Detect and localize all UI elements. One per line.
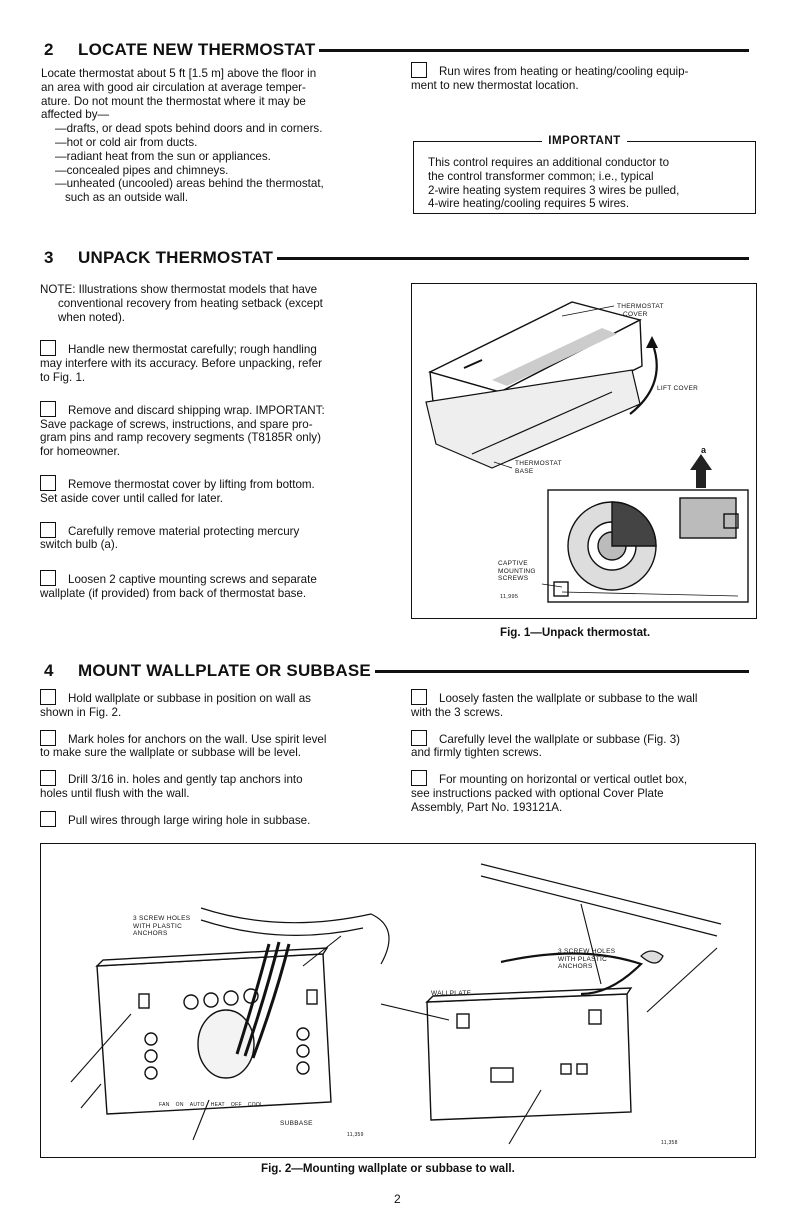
step-text: with the 3 screws. <box>411 705 504 719</box>
important-line: 2-wire heating system requires 3 wires be pulled, <box>428 183 680 197</box>
fig-number: 11,995 <box>500 594 519 600</box>
step-text: may interfere with its accuracy. Before unpacking, refer <box>40 357 323 371</box>
fig-label-a: a <box>701 445 707 455</box>
checkbox[interactable] <box>40 811 56 827</box>
checkbox[interactable] <box>40 475 56 491</box>
step-text: and firmly tighten screws. <box>411 746 542 760</box>
step-text: Remove and discard shipping wrap. IMPORTANT: <box>68 403 325 417</box>
fig-label: LIFT COVER <box>657 385 699 392</box>
bullet-item: such as an outside wall. <box>65 191 189 205</box>
step-text: Pull wires through large wiring hole in subbase. <box>68 813 311 827</box>
step-text: holes until flush with the wall. <box>40 786 190 800</box>
section-title: UNPACK THERMOSTAT <box>78 248 274 267</box>
important-line: 4-wire heating/cooling requires 5 wires. <box>428 197 630 211</box>
switch-label: FAN <box>159 1102 170 1108</box>
note-line: conventional recovery from heating setback (except <box>58 296 323 310</box>
switch-label: AUTO <box>189 1102 205 1108</box>
bullet-item: —unheated (uncooled) areas behind the thermostat, <box>55 177 324 191</box>
text-line: Locate thermostat about 5 ft [1.5 m] above the floor in <box>41 67 317 80</box>
step-text: Handle new thermostat carefully; rough handling <box>68 343 317 357</box>
fig-label: BASE <box>515 467 534 475</box>
section-rule <box>277 257 749 260</box>
fig-label: ANCHORS <box>133 930 168 937</box>
checkbox[interactable] <box>40 570 56 586</box>
step-text: Set aside cover until called for later. <box>40 491 224 505</box>
section-3-header <box>44 248 749 268</box>
step-text: Assembly, Part No. 193121A. <box>411 800 563 814</box>
fig-label: MOUNTING <box>498 567 536 575</box>
checkbox[interactable] <box>40 401 56 417</box>
switch-labels <box>159 1102 263 1110</box>
fig-number: 11,359 <box>347 1132 364 1138</box>
checkbox[interactable] <box>40 770 56 786</box>
section-rule <box>319 49 749 52</box>
section-2-left-text <box>41 67 383 205</box>
bullet-item: —concealed pipes and chimneys. <box>55 163 229 177</box>
note-line: NOTE: Illustrations show thermostat models that have <box>40 283 318 296</box>
step-text: Drill 3/16 in. holes and gently tap anchors into <box>68 773 303 787</box>
step-text: For mounting on horizontal or vertical outlet box, <box>439 773 688 787</box>
figure-2-frame <box>40 843 756 1158</box>
step-text: shown in Fig. 2. <box>40 705 122 719</box>
fig-label: THERMOSTAT <box>617 303 664 310</box>
switch-label: COOL <box>247 1102 264 1108</box>
checkbox[interactable] <box>411 770 427 786</box>
bullet-item: —drafts, or dead spots behind doors and in corners. <box>55 122 323 136</box>
wallplate <box>427 988 631 1120</box>
step-text: Mark holes for anchors on the wall. Use spirit level <box>68 732 327 746</box>
step-text: gram pins and ramp recovery segments (T8185R only) <box>40 431 321 445</box>
section-2-right-step <box>411 62 756 93</box>
step-text: Carefully remove material protecting mercury <box>68 524 300 538</box>
switch-label: ON <box>175 1102 184 1108</box>
step-text: see instructions packed with optional Cover Plate <box>411 786 664 800</box>
bullet-item: —hot or cold air from ducts. <box>55 135 198 149</box>
checkbox[interactable] <box>411 730 427 746</box>
fig-label: THERMOSTAT <box>515 460 562 467</box>
section-4-right-steps <box>411 689 756 815</box>
important-title: IMPORTANT <box>542 134 627 147</box>
important-box <box>413 134 756 214</box>
section-number: 3 <box>44 248 54 267</box>
fig-label: ANCHORS <box>558 963 593 970</box>
detail-inset <box>548 490 748 602</box>
up-arrow-body <box>696 468 706 488</box>
step-text: Loosely fasten the wallplate or subbase to the wall <box>439 692 698 705</box>
section-4-left-steps <box>40 689 385 828</box>
text-line: ature. Do not mount the thermostat where it may be <box>41 94 306 108</box>
section-title: MOUNT WALLPLATE OR SUBBASE <box>78 661 371 680</box>
page-number: 2 <box>394 1192 401 1206</box>
step-text: to make sure the wallplate or subbase will be level. <box>40 746 301 760</box>
step-text: Hold wallplate or subbase in position on wall as <box>68 692 311 705</box>
figure-1-frame <box>411 283 757 619</box>
subbase-label: SUBBASE <box>280 1120 313 1127</box>
section-rule <box>375 670 749 673</box>
subbase-plate <box>97 948 331 1114</box>
fig-label: 3 SCREW HOLES <box>558 948 616 955</box>
checkbox[interactable] <box>40 730 56 746</box>
wallplate-label: WALLPLATE <box>431 990 472 997</box>
step-text: Loosen 2 captive mounting screws and separate <box>68 573 317 587</box>
text-line: affected by— <box>41 108 110 122</box>
section-number: 4 <box>44 661 54 680</box>
up-arrow-head <box>690 454 712 470</box>
fig-label: WITH PLASTIC <box>133 922 183 930</box>
fig-label: COVER <box>623 310 648 318</box>
step-text: switch bulb (a). <box>40 538 118 552</box>
bullet-item: —radiant heat from the sun or appliances. <box>55 149 271 163</box>
fig-label: SCREWS <box>498 575 529 582</box>
fig-label: 3 SCREW HOLES <box>133 915 191 922</box>
section-number: 2 <box>44 40 54 59</box>
step-text: to Fig. 1. <box>40 370 86 384</box>
switch-label: OFF <box>230 1102 242 1108</box>
step-text: Run wires from heating or heating/cooling equip- <box>439 65 689 78</box>
section-4-header <box>44 661 749 681</box>
text-line: an area with good air circulation at average temper- <box>41 80 306 94</box>
fig-label: CAPTIVE <box>498 560 528 567</box>
fig-number: 11,358 <box>661 1140 678 1146</box>
step-text: Carefully level the wallplate or subbase (Fig. 3) <box>439 732 681 746</box>
section-3-text <box>40 283 382 601</box>
checkbox[interactable] <box>40 522 56 538</box>
note-line: when noted). <box>58 310 126 324</box>
step-text: Remove thermostat cover by lifting from bottom. <box>68 477 315 491</box>
important-line: This control requires an additional conductor to <box>428 156 670 169</box>
figure-1-caption: Fig. 1—Unpack thermostat. <box>500 626 651 639</box>
important-line: the control transformer common; i.e., typical <box>428 169 654 183</box>
checkbox[interactable] <box>40 689 56 705</box>
section-title: LOCATE NEW THERMOSTAT <box>78 40 316 59</box>
step-text: for homeowner. <box>40 445 120 459</box>
checkbox[interactable] <box>40 340 56 356</box>
fig-label: WITH PLASTIC <box>558 955 608 963</box>
section-2-header <box>44 40 749 60</box>
step-text: wallplate (if provided) from back of thermostat base. <box>40 586 307 600</box>
figure-2-caption: Fig. 2—Mounting wallplate or subbase to wall. <box>261 1162 515 1175</box>
checkbox[interactable] <box>411 689 427 705</box>
step-text: Save package of screws, instructions, and spare pro- <box>40 417 313 431</box>
wallplate-subbase-illustration <box>41 844 754 1156</box>
checkbox[interactable] <box>411 62 427 78</box>
step-text: ment to new thermostat location. <box>411 78 579 92</box>
switch-label: HEAT <box>210 1102 225 1108</box>
